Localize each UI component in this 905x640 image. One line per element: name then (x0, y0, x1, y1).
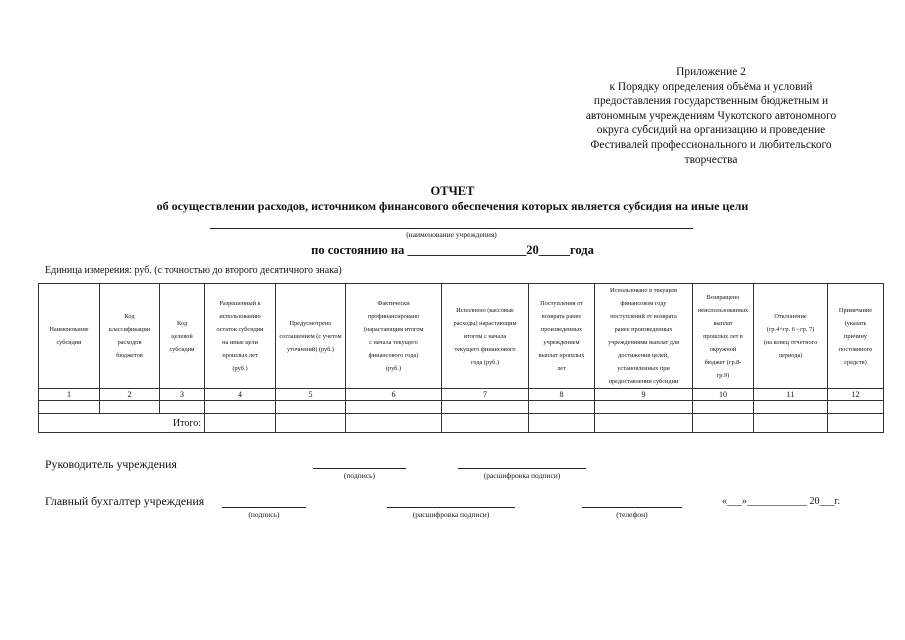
column-header-line: субсидии (169, 345, 195, 353)
table-cell[interactable] (39, 401, 100, 414)
column-header-line: Код (176, 319, 188, 327)
table-cell[interactable] (442, 401, 529, 414)
column-header-line: Возвращено (706, 293, 740, 301)
table-total-row (39, 414, 884, 433)
column-number: 5 (276, 389, 346, 401)
column-header-line: неиспользованных (697, 306, 749, 314)
column-header-line: бюджетов (116, 352, 143, 359)
head-decode-caption: (расшифровка подписи) (483, 471, 561, 480)
column-header-line: установленных при (617, 365, 670, 372)
acc-decode-caption: (расшифровка подписи) (412, 510, 490, 519)
appendix-line: Приложение 2 (676, 66, 746, 78)
appendix-block (565, 65, 857, 167)
report-subtitle: об осуществлении расходов, источником финансового обеспечения которых является субсидия на иные цели (156, 199, 749, 213)
column-header-line: достижения целей, (618, 352, 669, 359)
column-number: 4 (205, 389, 276, 401)
total-label: Итого: (39, 414, 205, 433)
column-header-line: Отклонение (774, 313, 807, 320)
column-header-line: финансовом году (620, 300, 667, 307)
column-header (442, 284, 529, 389)
column-header-line: ранее произведенных (614, 326, 673, 333)
column-header-line: причину (844, 332, 867, 340)
column-number: 10 (693, 389, 754, 401)
column-header-line: прошлых лет в (703, 332, 743, 340)
column-header-line: использованию (219, 313, 261, 320)
column-number: 7 (442, 389, 529, 401)
column-header-line: целевой (171, 332, 193, 340)
appendix-line: к Порядку определения объёма и условий (609, 80, 813, 93)
column-header-line: классификации (108, 326, 151, 333)
column-header-line: Поступления от (540, 300, 583, 307)
column-header-line: профинансировано (367, 313, 420, 320)
table-cell[interactable] (346, 401, 442, 414)
table-cell[interactable] (595, 401, 693, 414)
column-number: 2 (100, 389, 160, 401)
column-number: 3 (160, 389, 205, 401)
column-header-line: (нарастающим итогом (363, 326, 424, 333)
column-header-line: Наименование (49, 326, 89, 333)
column-header-line: учреждением (543, 339, 580, 346)
total-cell[interactable] (693, 414, 754, 433)
column-header-line: предоставлении субсидии (608, 378, 679, 385)
column-header-line: субсидии (56, 339, 82, 346)
column-header (529, 284, 595, 389)
column-header (693, 284, 754, 389)
column-header-line: Код (124, 313, 135, 320)
column-header (346, 284, 442, 389)
column-number: 9 (595, 389, 693, 401)
column-header-line: итогом с начала (463, 332, 507, 340)
column-header (160, 284, 205, 389)
column-header-line: расходы) нарастающим (453, 319, 517, 327)
column-header (100, 284, 160, 389)
column-header-line: произведенных (540, 326, 583, 333)
head-sign-line[interactable] (313, 468, 406, 469)
column-header-line: прошлых лет (222, 352, 258, 359)
total-cell[interactable] (529, 414, 595, 433)
total-cell[interactable] (595, 414, 693, 433)
appendix-line: округа субсидий на организацию и проведение (596, 124, 826, 137)
total-cell[interactable] (276, 414, 346, 433)
column-header-line: бюджет (гр.8- (704, 358, 742, 366)
head-label: Руководитель учреждения (45, 457, 177, 471)
column-header-line: постоянного (838, 345, 873, 353)
column-header-line: Разрешенный к (219, 300, 261, 307)
institution-caption: (наименование учреждения) (406, 230, 497, 239)
column-header-line: с начала текущего (369, 339, 418, 346)
column-header (828, 284, 884, 389)
head-decode-line[interactable] (458, 468, 586, 469)
table-cell[interactable] (160, 401, 205, 414)
column-header-line: остаток субсидии (216, 326, 264, 333)
phone-caption: (телефон) (616, 510, 648, 519)
acc-decode-line[interactable] (387, 507, 515, 508)
state-as-of: по состоянию на ___________________20_____года (311, 243, 594, 257)
column-header-line: периода) (778, 352, 803, 359)
column-number: 6 (346, 389, 442, 401)
column-header-line: Примечание (838, 306, 873, 314)
table-cell[interactable] (205, 401, 276, 414)
table-cell[interactable] (100, 401, 160, 414)
column-header (39, 284, 100, 389)
column-header-line: уточнений) (руб.) (286, 345, 335, 353)
column-header-line: Предусмотрено (289, 319, 332, 327)
total-cell[interactable] (828, 414, 884, 433)
column-header-line: средств) (844, 358, 867, 366)
table-header-row (39, 284, 884, 389)
column-header-line: поступлений от возврата (610, 313, 677, 320)
column-header-line: финансового года) (368, 352, 419, 359)
column-number: 1 (39, 389, 100, 401)
total-cell[interactable] (205, 414, 276, 433)
column-header-line: окружной (709, 345, 737, 353)
column-header-line: лет (557, 365, 566, 372)
column-header-line: соглашением (с учетом (279, 332, 342, 340)
report-title: ОТЧЕТ (430, 184, 475, 198)
acc-sign-line[interactable] (222, 507, 306, 508)
total-cell[interactable] (442, 414, 529, 433)
report-table (38, 283, 884, 433)
column-header-line: Фактически (377, 300, 410, 307)
column-header (205, 284, 276, 389)
column-number: 11 (754, 389, 828, 401)
table-cell[interactable] (754, 401, 828, 414)
table-cell[interactable] (529, 401, 595, 414)
column-header-line: гр.9) (716, 371, 730, 379)
column-header (595, 284, 693, 389)
column-header (276, 284, 346, 389)
column-header-line: выплат (713, 319, 733, 327)
total-cell[interactable] (346, 414, 442, 433)
table-cell[interactable] (828, 401, 884, 414)
accountant-label: Главный бухгалтер учреждения (45, 494, 205, 508)
total-cell[interactable] (754, 414, 828, 433)
column-header-line: учреждениями выплат для (607, 339, 680, 346)
appendix-line: Фестивалей профессионального и любительского (590, 138, 832, 151)
institution-name-line (210, 228, 693, 229)
date-field[interactable]: «___»____________ 20___г. (722, 496, 840, 507)
column-number: 12 (828, 389, 884, 401)
column-header-line: текущего финансового (454, 345, 516, 353)
table-number-row (39, 389, 884, 401)
column-header-line: Использовано в текущем (609, 287, 677, 294)
column-header-line: года (руб.) (470, 358, 500, 366)
column-header-line: (на конец отчетного (763, 339, 818, 346)
appendix-line: автономным учреждениям Чукотского автономного (585, 109, 837, 122)
column-header-line: на иные цели (222, 339, 258, 346)
column-header-line: (руб.) (385, 365, 402, 372)
acc-sign-caption: (подпись) (248, 510, 280, 519)
table-row (39, 401, 884, 414)
table-cell[interactable] (276, 401, 346, 414)
phone-line[interactable] (582, 507, 682, 508)
unit-of-measure: Единица измерения: руб. (с точностью до второго десятичного знака) (45, 265, 342, 276)
column-header-line: (гр.4+гр. 6 - гр. 7) (766, 326, 815, 333)
appendix-line: творчества (684, 153, 738, 166)
column-header-line: расходов (117, 339, 142, 346)
column-header-line: возврата ранее (541, 313, 582, 320)
column-header (754, 284, 828, 389)
table-cell[interactable] (693, 401, 754, 414)
head-sign-caption: (подпись) (343, 471, 376, 480)
appendix-line: предоставления государственным бюджетным и (593, 95, 829, 108)
column-number: 8 (529, 389, 595, 401)
column-header-line: (руб.) (232, 365, 248, 372)
column-header-line: (указать (844, 319, 867, 327)
column-header-line: выплат прошлых (538, 352, 585, 359)
column-header-line: Исполнено (кассовые (456, 306, 514, 314)
